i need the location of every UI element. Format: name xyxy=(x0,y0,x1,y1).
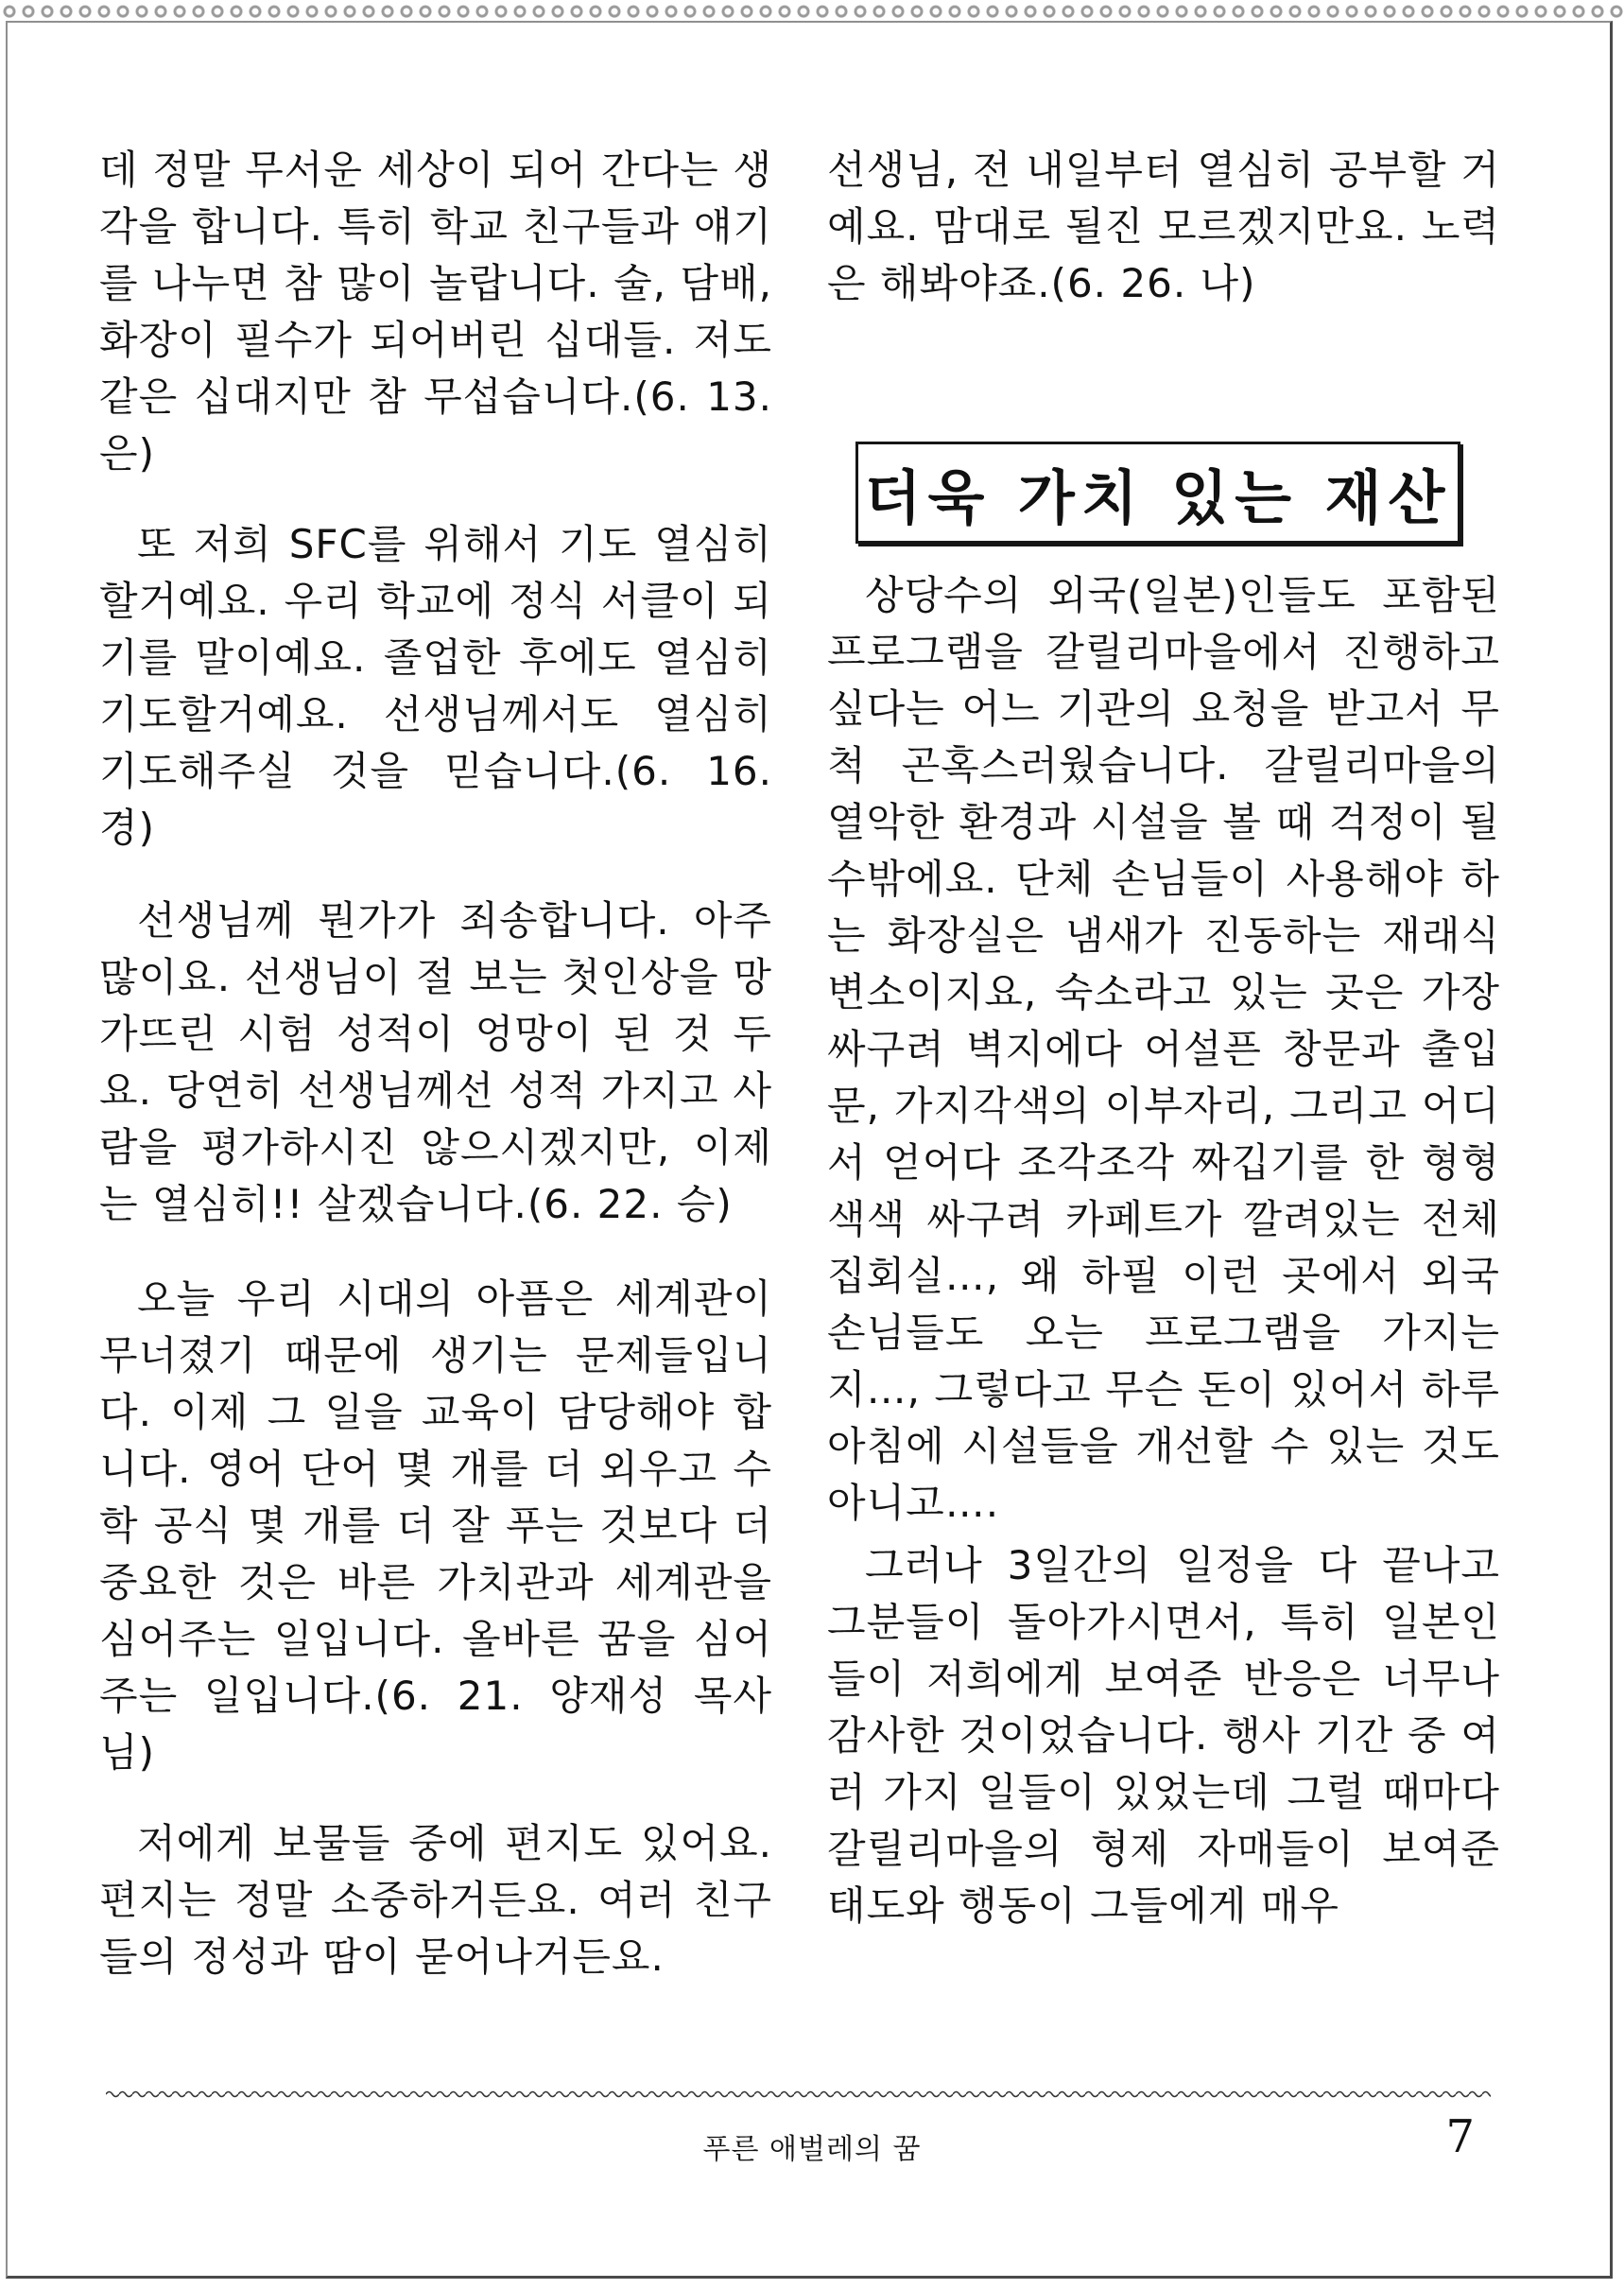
right-paragraph-3: 그러나 3일간의 일정을 다 끝나고 그분들이 돌아가시면서, 특히 일본인들이 저희에게 보여준 반응은 너무나 감사한 것이었습니다. 행사 기간 중 여러 가지 일들이 있었는데 그럴 때마다 갈릴리마을의 형제 자매들이 보여준 태도와 행동이 그들에게 매우 xyxy=(827,1542,1500,1929)
section-heading: 더욱 가치 있는 재산 xyxy=(864,462,1452,532)
footer-wavy-rule xyxy=(106,2088,1491,2101)
left-column xyxy=(99,142,772,1986)
left-paragraph-2: 또 저희 SFC를 위해서 기도 열심히 할거예요. 우리 학교에 정식 서클이 되기를 말이예요. 졸업한 후에도 열심히 기도할거예요. 선생님께서도 열심히 기도해주실 것을 믿습니다.(6. 16. 경) xyxy=(99,521,772,851)
section-heading-box xyxy=(855,442,1460,544)
spiral-binding xyxy=(0,0,1624,21)
right-paragraph-2: 상당수의 외국(일본)인들도 포함된 프로그램을 갈릴리마을에서 진행하고 싶다는 어느 기관의 요청을 받고서 무척 곤혹스러웠습니다. 갈릴리마을의 열악한 환경과 시설을 볼 때 걱정이 될 수밖에요. 단체 손님들이 사용해야 하는 화장실은 냄새가 진동하는 재래식 변소이지요, 숙소라고 있는 곳은 가장 싸구려 벽지에다 어설픈 창문과 출입문, 가지각색의 이부자리, 그리고 어디서 얻어다 조각조각 짜깁기를 한 형형색색 싸구려 카페트가 깔려있는 전체 집회실…, 왜 하필 이런 곳에서 외국 손님들도 오는 프로그램을 가지는지…, 그렇다고 무슨 돈이 있어서 하루아침에 시설들을 개선할 수 있는 것도 아니고…. xyxy=(827,572,1500,1526)
footer-publication-title: 푸른 애벌레의 꿈 xyxy=(702,2133,922,2166)
left-paragraph-5: 저에게 보물들 중에 편지도 있어요. 편지는 정말 소중하거든요. 여러 친구들의 정성과 땀이 묻어나거든요. xyxy=(99,1820,772,1980)
right-paragraph-1: 선생님, 전 내일부터 열심히 공부할 거예요. 맘대로 될진 모르겠지만요. 노력은 해봐야죠.(6. 26. 나) xyxy=(827,147,1500,306)
left-paragraph-4: 오늘 우리 시대의 아픔은 세계관이 무너졌기 때문에 생기는 문제들입니다. 이제 그 일을 교육이 담당해야 합니다. 영어 단어 몇 개를 더 외우고 수학 공식 몇 개를 더 잘 푸는 것보다 더 중요한 것은 바른 가치관과 세계관을 심어주는 일입니다. 올바른 꿈을 심어주는 일입니다.(6. 21. 양재성 목사님) xyxy=(99,1275,772,1776)
left-paragraph-1: 데 정말 무서운 세상이 되어 간다는 생각을 합니다. 특히 학교 친구들과 얘기를 나누면 참 많이 놀랍니다. 술, 담배, 화장이 필수가 되어버린 십대들. 저도 같은 십대지만 참 무섭습니다.(6. 13. 은) xyxy=(99,147,772,477)
left-paragraph-3: 선생님께 뭔가가 죄송합니다. 아주 많이요. 선생님이 절 보는 첫인상을 망가뜨린 시험 성적이 엉망이 된 것 두요. 당연히 선생님께선 성적 가지고 사람을 평가하시진 않으시겠지만, 이제는 열심히!! 살겠습니다.(6. 22. 승) xyxy=(99,897,772,1227)
right-column-top xyxy=(827,142,1500,312)
page-number: 7 xyxy=(1445,2110,1475,2163)
right-column-body xyxy=(827,567,1500,1934)
